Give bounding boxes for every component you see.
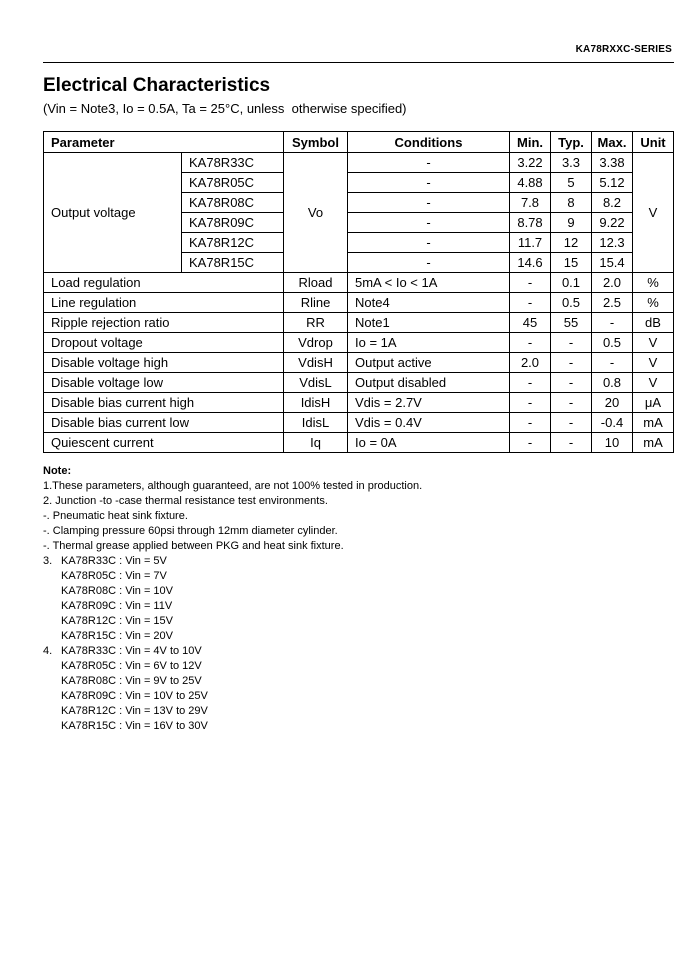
conditions-cell: Note1 [348, 313, 510, 333]
unit-cell: V [633, 373, 674, 393]
parameter-cell: Disable bias current high [44, 393, 284, 413]
unit-cell: dB [633, 313, 674, 333]
typ-cell: 9 [551, 213, 592, 233]
max-cell: 12.3 [592, 233, 633, 253]
note-item: KA78R09C : Vin = 11V [61, 600, 173, 612]
unit-cell: V [633, 353, 674, 373]
typ-cell: - [551, 353, 592, 373]
device-cell: KA78R08C [182, 193, 284, 213]
min-cell: 2.0 [510, 353, 551, 373]
note-item: KA78R09C : Vin = 10V to 25V [61, 690, 208, 702]
max-cell: - [592, 353, 633, 373]
table-row [44, 393, 674, 413]
note-item: KA78R12C : Vin = 15V [61, 615, 174, 627]
symbol-cell: RR [284, 313, 348, 333]
symbol-cell: VdisH [284, 353, 348, 373]
max-cell: 8.2 [592, 193, 633, 213]
device-cell: KA78R15C [182, 253, 284, 273]
parameter-cell: Disable voltage low [44, 373, 284, 393]
unit-cell: mA [633, 433, 674, 453]
note-item: KA78R05C : Vin = 7V [61, 570, 167, 582]
parameter-cell: Disable bias current low [44, 413, 284, 433]
min-cell: - [510, 393, 551, 413]
typ-cell: 5 [551, 173, 592, 193]
note4-number: 4. [43, 645, 53, 657]
typ-cell: 55 [551, 313, 592, 333]
max-cell: 15.4 [592, 253, 633, 273]
table-row [44, 353, 674, 373]
typ-cell: - [551, 393, 592, 413]
min-cell: 4.88 [510, 173, 551, 193]
page-title: Electrical Characteristics [43, 75, 271, 96]
max-cell: 10 [592, 433, 633, 453]
max-cell: 0.5 [592, 333, 633, 353]
max-cell: 2.0 [592, 273, 633, 293]
symbol-cell: Rline [284, 293, 348, 313]
note-item: KA78R33C : Vin = 4V to 10V [61, 645, 202, 657]
table-row [44, 273, 674, 293]
typ-cell: - [551, 413, 592, 433]
min-cell: - [510, 273, 551, 293]
header-divider [43, 62, 674, 63]
unit-cell: mA [633, 413, 674, 433]
note-item: KA78R12C : Vin = 13V to 29V [61, 705, 208, 717]
output-voltage-symbol: Vo [284, 153, 348, 273]
output-voltage-unit: V [633, 153, 674, 273]
note-line: -. Thermal grease applied between PKG and heat sink fixture. [43, 540, 344, 552]
typ-cell: 15 [551, 253, 592, 273]
conditions-cell: - [348, 253, 510, 273]
symbol-cell: VdisL [284, 373, 348, 393]
conditions-cell: - [348, 153, 510, 173]
max-cell: 3.38 [592, 153, 633, 173]
min-cell: 3.22 [510, 153, 551, 173]
header-parameter: Parameter [44, 132, 284, 153]
note-line: -. Clamping pressure 60psi through 12mm diameter cylinder. [43, 525, 338, 537]
conditions-cell: Vdis = 2.7V [348, 393, 510, 413]
conditions-cell: - [348, 233, 510, 253]
unit-cell: % [633, 293, 674, 313]
conditions-cell: Io = 0A [348, 433, 510, 453]
max-cell: -0.4 [592, 413, 633, 433]
header-unit: Unit [633, 132, 674, 153]
min-cell: 11.7 [510, 233, 551, 253]
note4-first-line [43, 644, 422, 659]
conditions-cell: - [348, 213, 510, 233]
conditions-cell: - [348, 173, 510, 193]
header-typ: Typ. [551, 132, 592, 153]
table-row [44, 293, 674, 313]
conditions-cell: Note4 [348, 293, 510, 313]
header-symbol: Symbol [284, 132, 348, 153]
header-min: Min. [510, 132, 551, 153]
note-line: -. Pneumatic heat sink fixture. [43, 510, 188, 522]
min-cell: - [510, 413, 551, 433]
parameter-cell: Line regulation [44, 293, 284, 313]
table-row [44, 153, 674, 173]
note-item: KA78R05C : Vin = 6V to 12V [61, 660, 202, 672]
table-header-row [44, 132, 674, 153]
note-item: KA78R33C : Vin = 5V [61, 555, 167, 567]
device-cell: KA78R05C [182, 173, 284, 193]
min-cell: 8.78 [510, 213, 551, 233]
symbol-cell: Rload [284, 273, 348, 293]
table-row [44, 433, 674, 453]
typ-cell: - [551, 433, 592, 453]
min-cell: 7.8 [510, 193, 551, 213]
device-cell: KA78R33C [182, 153, 284, 173]
conditions-cell: Output active [348, 353, 510, 373]
min-cell: 45 [510, 313, 551, 333]
typ-cell: 3.3 [551, 153, 592, 173]
note-line: 2. Junction -to -case thermal resistance test environments. [43, 495, 328, 507]
table-row [44, 313, 674, 333]
parameter-cell: Disable voltage high [44, 353, 284, 373]
unit-cell: V [633, 333, 674, 353]
note3-number: 3. [43, 555, 53, 567]
parameter-cell: Ripple rejection ratio [44, 313, 284, 333]
conditions-cell: Io = 1A [348, 333, 510, 353]
min-cell: - [510, 433, 551, 453]
parameter-cell: Dropout voltage [44, 333, 284, 353]
note-item: KA78R15C : Vin = 20V [61, 630, 174, 642]
note-line: 1.These parameters, although guaranteed, are not 100% tested in production. [43, 480, 423, 492]
note-item: KA78R08C : Vin = 9V to 25V [61, 675, 202, 687]
symbol-cell: IdisL [284, 413, 348, 433]
header-max: Max. [592, 132, 633, 153]
note-item: KA78R08C : Vin = 10V [61, 585, 174, 597]
unit-cell: μA [633, 393, 674, 413]
table-row [44, 333, 674, 353]
conditions-cell: Output disabled [348, 373, 510, 393]
max-cell: 0.8 [592, 373, 633, 393]
electrical-characteristics-table [43, 131, 674, 453]
min-cell: - [510, 293, 551, 313]
test-conditions: (Vin = Note3, Io = 0.5A, Ta = 25°C, unless otherwise specified) [43, 101, 407, 116]
typ-cell: 12 [551, 233, 592, 253]
conditions-cell: Vdis = 0.4V [348, 413, 510, 433]
table-row [44, 373, 674, 393]
typ-cell: 0.5 [551, 293, 592, 313]
table-row [44, 413, 674, 433]
notes-title: Note: [43, 465, 72, 477]
device-cell: KA78R12C [182, 233, 284, 253]
symbol-cell: Vdrop [284, 333, 348, 353]
unit-cell: % [633, 273, 674, 293]
typ-cell: - [551, 333, 592, 353]
typ-cell: - [551, 373, 592, 393]
conditions-cell: - [348, 193, 510, 213]
max-cell: - [592, 313, 633, 333]
parameter-cell: Load regulation [44, 273, 284, 293]
device-cell: KA78R09C [182, 213, 284, 233]
note3-first-line [43, 554, 422, 569]
typ-cell: 8 [551, 193, 592, 213]
max-cell: 2.5 [592, 293, 633, 313]
output-voltage-parameter: Output voltage [44, 153, 182, 273]
min-cell: - [510, 373, 551, 393]
typ-cell: 0.1 [551, 273, 592, 293]
max-cell: 9.22 [592, 213, 633, 233]
symbol-cell: IdisH [284, 393, 348, 413]
min-cell: 14.6 [510, 253, 551, 273]
header-conditions: Conditions [348, 132, 510, 153]
max-cell: 20 [592, 393, 633, 413]
min-cell: - [510, 333, 551, 353]
note-item: KA78R15C : Vin = 16V to 30V [61, 720, 208, 732]
document-code: KA78RXXC-SERIES [575, 44, 672, 55]
max-cell: 5.12 [592, 173, 633, 193]
notes-section [43, 464, 422, 734]
symbol-cell: Iq [284, 433, 348, 453]
conditions-cell: 5mA < Io < 1A [348, 273, 510, 293]
parameter-cell: Quiescent current [44, 433, 284, 453]
